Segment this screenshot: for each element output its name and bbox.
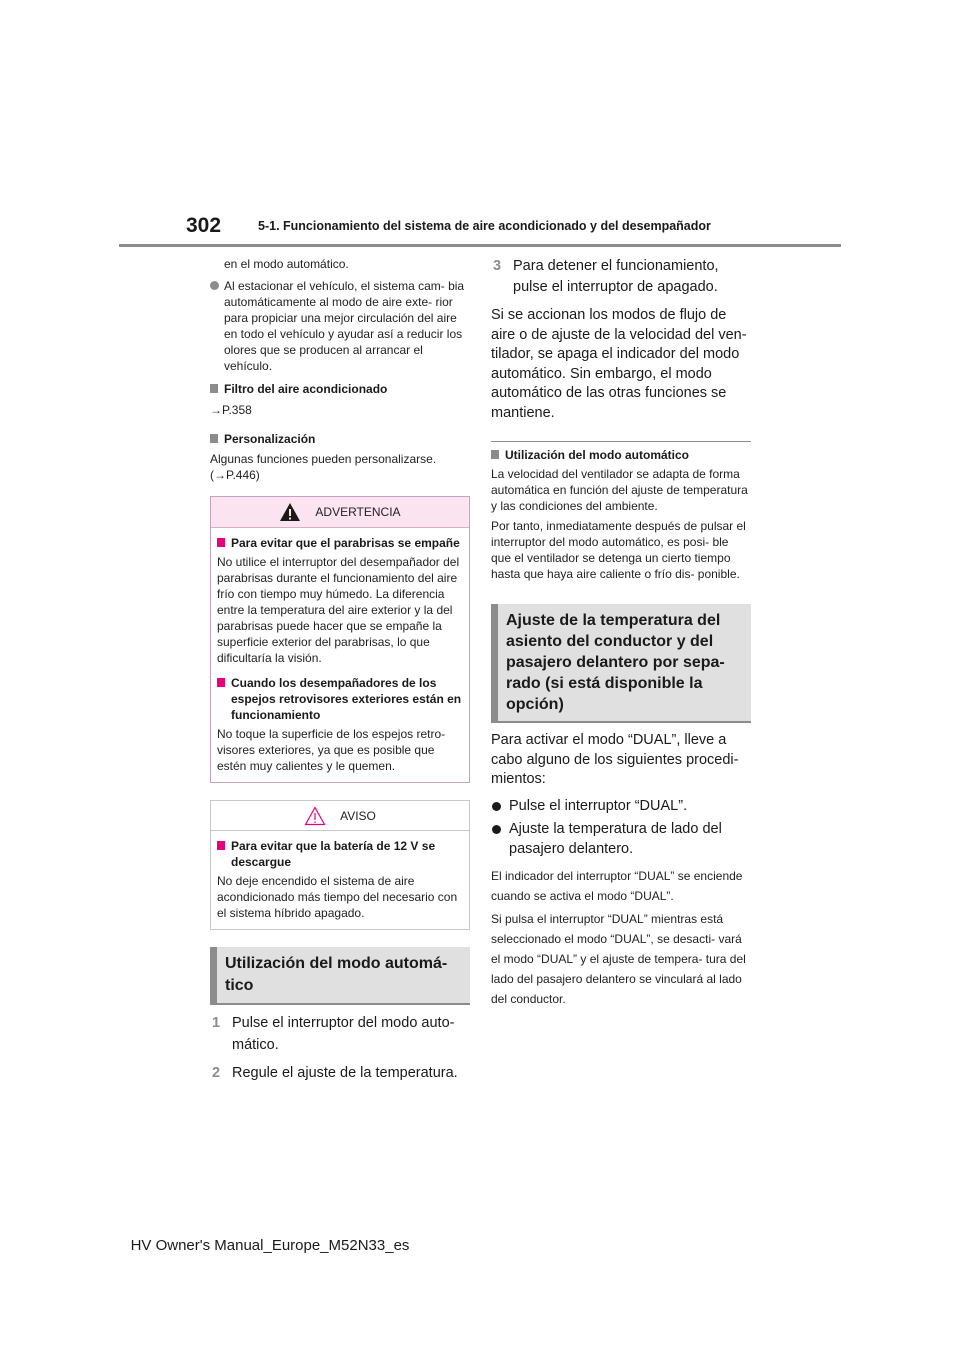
- square-bullet-icon: [217, 678, 225, 687]
- left-column: [210, 256, 470, 1084]
- footer-text: HV Owner's Manual_Europe_M52N33_es: [130, 1237, 410, 1254]
- chapter-title: 5-1. Funcionamiento del sistema de aire acondicionado y del desempañador: [258, 219, 711, 233]
- square-bullet-icon: [210, 434, 218, 443]
- step-1-text: Pulse el interruptor del modo auto- mático.: [232, 1015, 455, 1053]
- notice-item1-text: No deje encendido el sistema de aire acondicionado más tiempo del necesario con el sistema híbrido apagado.: [217, 874, 458, 920]
- warning-item2-heading: Cuando los desempañadores de los espejos retrovisores exteriores están en funcionamiento: [217, 675, 463, 723]
- auto-info-text-1: La velocidad del ventilador se adapta de forma automática en función del ajuste de temperatura y las condiciones del ambiente.: [491, 467, 748, 513]
- divider: [491, 441, 751, 442]
- section-dual-title: Ajuste de la temperatura del asiento del conductor y del pasajero delantero por sepa- rado (si está disponible la opción): [491, 604, 751, 723]
- bullet-icon: [492, 825, 501, 834]
- square-bullet-icon: [210, 384, 218, 393]
- step-2-text: Regule el ajuste de la temperatura.: [232, 1065, 458, 1081]
- page-number: 302: [186, 214, 222, 237]
- dual-item-1: Pulse el interruptor “DUAL”.: [491, 796, 751, 816]
- notice-item1-heading: Para evitar que la batería de 12 V se descargue: [217, 838, 463, 870]
- notice-header: [211, 801, 469, 831]
- square-bullet-icon: [491, 450, 499, 459]
- step-2: 2 Regule el ajuste de la temperatura.: [212, 1065, 458, 1081]
- step-3: 3 Para detener el funcionamiento, pulse el interruptor de apagado.: [493, 258, 719, 295]
- custom-text: Algunas funciones pueden personalizarse.: [210, 452, 437, 466]
- bullet-parking-text: Al estacionar el vehículo, el sistema cam- bia automáticamente al modo de aire exte- rior para propiciar una mejor circulación del aire en todo el vehículo y ayudar así a reducir los olores que se producen al arrancar el vehículo.: [224, 279, 465, 373]
- warning-header: [211, 497, 469, 528]
- notice-title: AVISO: [340, 808, 376, 823]
- dual-note-1: El indicador del interruptor “DUAL” se enciende cuando se activa el modo “DUAL”.: [491, 868, 743, 903]
- warning-triangle-icon: [279, 502, 301, 522]
- square-bullet-icon: [217, 841, 225, 850]
- section-auto-mode-title: Utilización del modo automá- tico: [210, 947, 470, 1005]
- footer: [0, 1237, 960, 1254]
- dual-intro: Para activar el modo “DUAL”, lleve a cabo alguno de los siguientes procedi- mientos:: [491, 732, 739, 787]
- warning-title: ADVERTENCIA: [315, 505, 401, 519]
- filter-heading: Filtro del aire acondicionado: [210, 381, 470, 397]
- bullet-icon: [492, 802, 501, 811]
- right-column: [491, 256, 751, 1009]
- caution-triangle-icon: [304, 806, 326, 826]
- bullet-parking: [210, 278, 470, 374]
- auto-info-text-2: Por tanto, inmediatamente después de pulsar el interruptor del modo automático, es posi- ble que el ventilador se detenga un cierto tiempo hasta que haya aire caliente o frío dis- ponible.: [491, 519, 746, 581]
- warning-item2-text: No toque la superficie de los espejos retro- visores exteriores, ya que es posible que estén muy calientes y le quemen.: [217, 727, 446, 773]
- step-1: 1 Pulse el interruptor del modo auto- mático.: [212, 1015, 455, 1053]
- custom-heading: Personalización: [210, 431, 470, 447]
- header-rule: [119, 244, 841, 247]
- notice-box: [210, 800, 470, 930]
- bullet-icon: [210, 281, 219, 290]
- dual-item-2: Ajuste la temperatura de lado del pasajero delantero.: [491, 819, 751, 859]
- filter-page-link[interactable]: →P.358: [210, 403, 252, 417]
- square-bullet-icon: [217, 538, 225, 547]
- auto-info-heading: Utilización del modo automático: [491, 447, 751, 463]
- custom-page-link[interactable]: (→P.446): [210, 468, 260, 482]
- step-3-text: Para detener el funcionamiento, pulse el interruptor de apagado.: [513, 258, 719, 295]
- dual-note-2: Si pulsa el interruptor “DUAL” mientras está seleccionado el modo “DUAL”, se desacti- vará el modo “DUAL” y el ajuste de tempera- tura del lado del pasajero delantero se vinculará al lado del conductor.: [491, 911, 746, 1006]
- warning-box: [210, 496, 470, 783]
- auto-mode-paragraph: Si se accionan los modos de flujo de aire o de ajuste de la velocidad del ven- tilador, se apaga el indicador del modo automático. Sin embargo, el modo automático de las otras funciones se mantiene.: [491, 307, 747, 421]
- continued-text: en el modo automático.: [224, 257, 349, 271]
- warning-item1-text: No utilice el interruptor del desempañador del parabrisas durante el funcionamiento del aire frío con tiempo muy húmedo. La diferencia entre la temperatura del aire exterior y la del parabrisas puede hacer que se empañe la superficie exterior del parabrisas, lo que dificultaría la visión.: [217, 555, 460, 665]
- warning-item1-heading: Para evitar que el parabrisas se empañe: [217, 535, 463, 551]
